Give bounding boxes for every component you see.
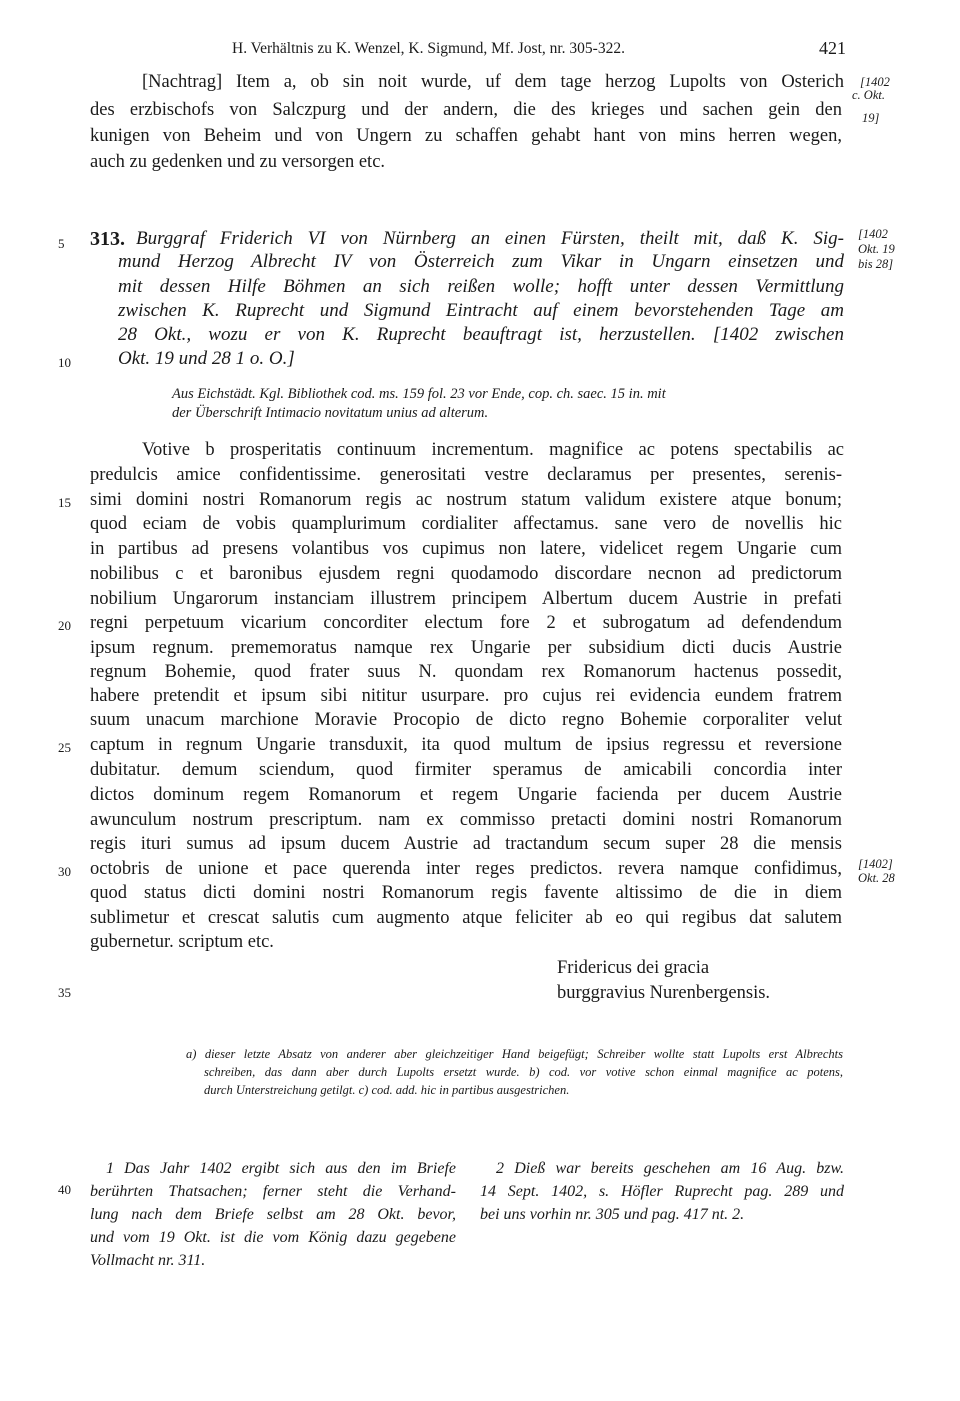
footnote-left-line: berührten Thatsachen; ferner steht die Verhand- [90,1183,456,1200]
line-number: 5 [58,236,65,251]
page-number: 421 [819,38,846,58]
line-number: 40 [58,1182,71,1197]
document-number: 313. [90,228,125,250]
letter-line: octobris de unione et pace querenda inter reges predictos. revera namque confidimus, [90,859,842,879]
letter-line: quod eciam de vobis quamplurimum cordialiter affectamus. sane vero de novellis hic [90,514,842,534]
line-number: 25 [58,740,71,755]
letter-line: Votive b prosperitatis continuum incrementum. magnifice ac potens spectabilis ac [142,440,844,460]
letter-line: nobilium Ungarorum instanciam illustrem principem Albertum ducem Austrie in prefati [90,589,842,609]
apparatus-line: a) dieser letzte Absatz von anderer aber gleichzeitiger Hand beigefügt; Schreiber wollte statt Lupolts erst Albrechts [186,1047,843,1061]
line-number: 20 [58,618,71,633]
apparatus-line: schreiben, das dann aber durch Lupolts ersetzt wurde. b) cod. vor votive schon einmal magnifice ac potens, [204,1065,843,1079]
letter-line: dubitatur. demum sciendum, quod firmiter speramus de amicabili concordia inter [90,760,842,780]
letter-line: quod status dicti domini nostri Romanorum regis favente altissimo de die in diem [90,883,842,903]
letter-line: ipsum regnum. prememoratus namque rex Ungarie per subsidium dicti ducis Austrie [90,638,842,658]
source-line: Aus Eichstädt. Kgl. Bibliothek cod. ms. 159 fol. 23 vor Ende, cop. ch. saec. 15 in. mit [172,386,666,402]
letter-line: regis ituri sumus ad ipsum ducem Austrie ad tractandum secum super 28 die mensis [90,834,842,854]
margin-date-line: bis 28] [858,257,894,271]
footnote-left-line: und vom 19 Okt. ist die vom König dazu gegebene [90,1229,456,1246]
letter-line: awunculum nostrum prescriptum. nam ex commisso pretacti domini nostri Romanorum [90,810,842,830]
line-number: 30 [58,864,71,879]
margin-date-line: [1402] [858,857,893,871]
nachtrag-line: [Nachtrag] Item a, ob sin noit wurde, uf dem tage herzog Lupolts von Osterich [142,72,844,92]
margin-date-line: 19] [862,111,880,125]
source-line: der Überschrift Intimacio novitatum unius ad alterum. [172,405,489,421]
margin-date-line: [1402 [858,227,888,241]
letter-line: gubernetur. scriptum etc. [90,932,274,952]
letter-line: nobilibus c et baronibus ejusdem regni quodamodo discordare necnon ad predictorum [90,564,842,584]
running-title: H. Verhältnis zu K. Wenzel, K. Sigmund, Mf. Jost, nr. 305-322. [232,40,625,57]
margin-date-line: Okt. 19 [858,242,895,256]
margin-date-line: Okt. 28 [858,871,895,885]
margin-date-line: [1402 [860,75,890,89]
signature-line: Fridericus dei gracia [557,958,710,978]
letter-line: captum in regnum Ungarie transduxit, ita quod multum de ipsius regressu et reversione [90,735,842,755]
regest-line: 28 Okt., wozu er von K. Ruprecht beauftragt ist, herzustellen. [1402 zwischen [118,324,844,345]
signature-line: burggravius Nurenbergensis. [557,983,771,1003]
regest-line: Okt. 19 und 28 1 o. O.] [118,348,295,369]
letter-line: suum unacum marchione Moravie Procopio de dicto regno Bohemie corporaliter velut [90,710,842,730]
letter-line: sublimetur et crescat salutis cum augmento atque feliciter ab eo qui regibus dat salutem [90,908,842,928]
line-number: 35 [58,985,71,1000]
regest-line: mit dessen Hilfe Böhmen an sich reißen wolle; hofft unter dessen Vermittlung [118,276,844,297]
footnote-right-line: 2 Dieß war bereits geschehen am 16 Aug. bzw. [496,1160,844,1177]
footnote-right-line: bei uns vorhin nr. 305 und pag. 417 nt. 2. [480,1206,745,1223]
letter-line: regni perpetuum vicarium concorditer electum fore 2 et subrogatum ad defendendum [90,613,842,633]
regest-line: Burggraf Friderich VI von Nürnberg an einen Fürsten, theilt mit, daß K. Sig- [136,228,844,249]
line-number: 10 [58,355,71,370]
line-number: 15 [58,495,71,510]
letter-line: predulcis amice confidentissime. generositati vestre declaramus per presentes, serenis- [90,465,842,485]
footnote-right-line: 14 Sept. 1402, s. Höfler Ruprecht pag. 289 und [480,1183,844,1200]
letter-line: dictos dominum regem Romanorum et regem Ungarie facienda per ducem Austrie [90,785,842,805]
letter-line: habere pretendit et ipsum sibi nititur usurpare. pro cujus rei evidencia eundem fratrem [90,686,842,706]
letter-line: regnum Bohemie, quod frater suus N. quondam rex Romanorum hactenus possedit, [90,662,842,682]
footnote-left-line: Vollmacht nr. 311. [90,1252,206,1269]
nachtrag-line: des erzbischofs von Salczpurg und der andern, die des krieges und sachen gein den [90,100,842,120]
footnote-left-line: 1 Das Jahr 1402 ergibt sich aus den im Briefe [106,1160,456,1177]
nachtrag-line: auch zu gedenken und zu versorgen etc. [90,152,386,172]
regest-line: zwischen K. Ruprecht und Sigmund Eintracht auf einem bevorstehenden Tage am [118,300,844,321]
letter-line: in partibus ad presens volantibus vos cupimus non latere, videlicet regem Ungarie cum [90,539,842,559]
nachtrag-line: kunigen von Beheim und von Ungern zu schaffen gehabt hant von mins herren wegen, [90,126,842,146]
letter-line: simi domini nostri Romanorum regis ac nostrum statum validum existere atque bonum; [90,490,842,510]
apparatus-line: durch Unterstreichung getilgt. c) cod. add. hic in partibus ausgestrichen. [204,1083,570,1097]
footnote-left-line: lung nach dem Briefe selbst am 28 Okt. bevor, [90,1206,456,1223]
regest-line: mund Herzog Albrecht IV von Österreich zum Vikar in Ungarn einsetzen und [118,251,844,272]
margin-date-line: c. Okt. [852,88,885,102]
